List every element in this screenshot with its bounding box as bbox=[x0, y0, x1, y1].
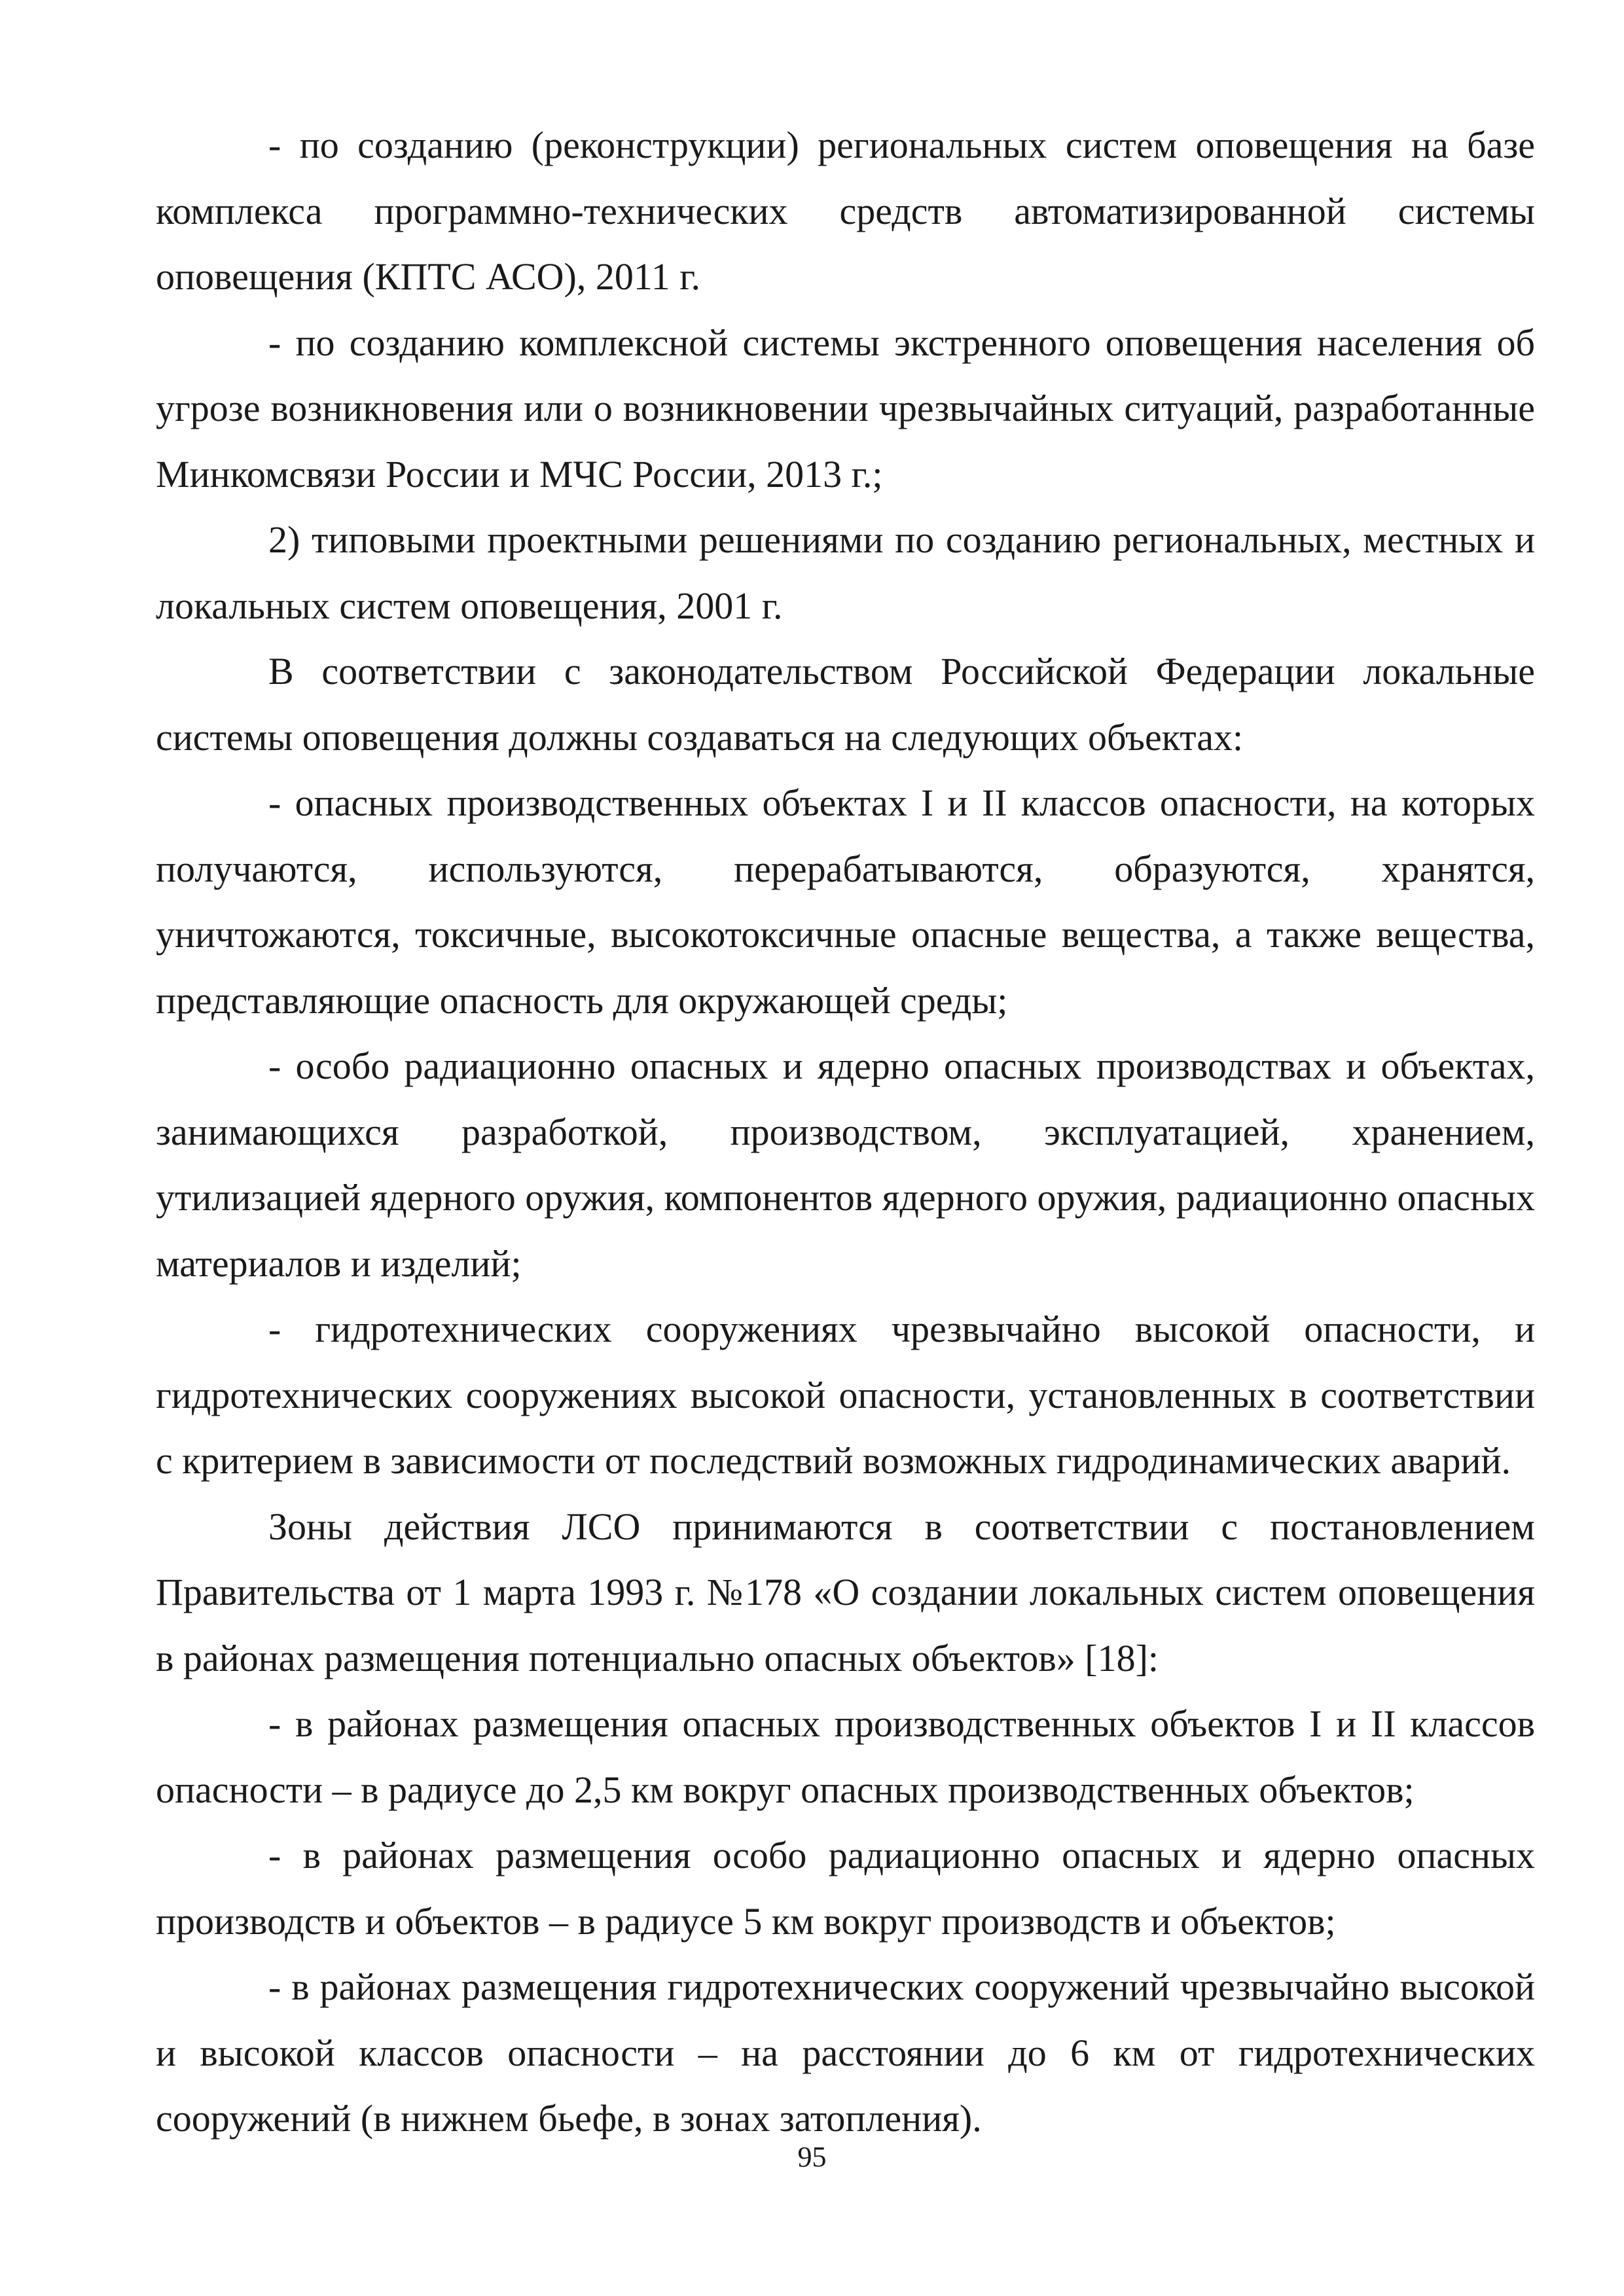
paragraph-zone-hydro: - в районах размещения гидротехнических сооружений чрезвычайно высокой и высокой классов опасности – на расстоянии до 6 км от гидротехнических сооружений (в нижнем бьефе, в зонах затопления). bbox=[156, 1965, 1535, 2140]
paragraph-hydro-structures: - гидротехнических сооружениях чрезвычайно высокой опасности, и гидротехнических сооружениях высокой опасности, установленных в соответствии с критерием в зависимости от последствий возможных гидродинамических аварий. bbox=[156, 1308, 1535, 1482]
paragraph-zone-hazardous: - в районах размещения опасных производственных объектов I и II классов опасности – в радиусе до 2,5 км вокруг опасных производственных объектов; bbox=[156, 1702, 1535, 1811]
paragraph-lso-zones: Зоны действия ЛСО принимаются в соответствии с постановлением Правительства от 1 марта 1993 г. №178 «О создании локальных систем оповещения в районах размещения потенциально опасных объектов» [18]: bbox=[156, 1505, 1535, 1679]
paragraph-complex-warning-system: - по созданию комплексной системы экстренного оповещения населения об угрозе возникновения или о возникновении чрезвычайных ситуаций, разработанные Минкомсвязи России и МЧС России, 2013 г.; bbox=[156, 321, 1535, 495]
paragraph-typical-design-solutions: 2) типовыми проектными решениями по созданию региональных, местных и локальных систем оповещения, 2001 г. bbox=[156, 518, 1535, 627]
paragraph-nuclear-facilities: - особо радиационно опасных и ядерно опасных производствах и объектах, занимающихся разработкой, производством, эксплуатацией, хранением, утилизацией ядерного оружия, компонентов ядерного оружия, радиационно опасных материалов и изделий; bbox=[156, 1045, 1535, 1285]
paragraph-zone-nuclear: - в районах размещения особо радиационно опасных и ядерно опасных производств и объектов – в радиусе 5 км вокруг производств и объектов; bbox=[156, 1834, 1535, 1943]
paragraph-hazardous-facilities: - опасных производственных объектах I и II классов опасности, на которых получаются, используются, перерабатываются, образуются, хранятся, уничтожаются, токсичные, высокотоксичные опасные вещества, а также вещества, представляющие опасность для окружающей среды; bbox=[156, 781, 1535, 1022]
page-number: 95 bbox=[797, 2141, 827, 2173]
paragraph-kptsaso: - по созданию (реконструкции) региональных систем оповещения на базе комплекса программно-технических средств автоматизированной системы оповещения (КПТС АСО), 2011 г. bbox=[156, 124, 1535, 298]
body-text bbox=[156, 113, 1535, 2152]
paragraph-legislation-intro: В соответствии с законодательством Российской Федерации локальные системы оповещения должны создаваться на следующих объектах: bbox=[156, 650, 1535, 759]
